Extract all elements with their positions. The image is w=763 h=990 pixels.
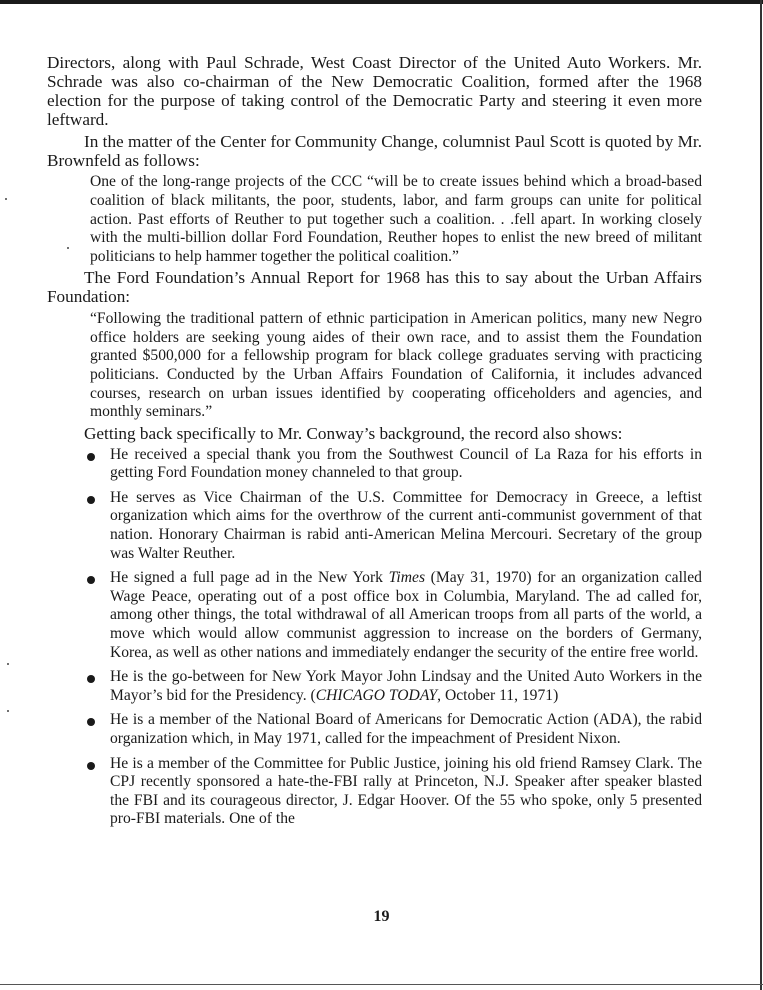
paragraph-ccc-intro: In the matter of the Center for Community Change, columnist Paul Scott is quoted by Mr. Brownfeld as follows: <box>47 131 702 170</box>
bullet-icon <box>87 718 95 726</box>
newspaper-title: Times <box>388 569 426 587</box>
bullet-icon <box>87 496 95 504</box>
right-page-edge <box>760 0 762 990</box>
bottom-border-rule <box>0 984 763 985</box>
scan-speck <box>5 198 7 200</box>
paragraph-ford-report: The Ford Foundation’s Annual Report for 1968 has this to say about the Urban Affairs Foundation: <box>47 268 702 307</box>
paragraph-continued: Directors, along with Paul Schrade, West Coast Director of the United Auto Workers. Mr. Schrade was also co-chairman of the New Democratic Coalition, formed after the 1968 election for the purpose of taking control of the Democratic Party and steering it even more leftward. <box>47 53 702 129</box>
bullet-icon <box>87 576 95 584</box>
paragraph-conway-background: Getting back specifically to Mr. Conway’s background, the record also shows: <box>84 423 623 443</box>
bullet-icon <box>87 453 95 461</box>
bullet-icon <box>87 762 95 770</box>
bullet-icon <box>87 675 95 683</box>
page-number: 19 <box>373 908 390 925</box>
list-item: He is the go-between for New York Mayor John Lindsay and the United Auto Workers in the Mayor’s bid for the Presidency. (CHICAGO TODAY, October 11, 1971) <box>47 668 702 705</box>
block-quote-ford-report: “Following the traditional pattern of ethnic participation in American politics, many new Negro office holders are seeking young aides of their own race, and to assist them the Foundation granted $500,000 for a fellowship program for black college graduates serving with practicing politicians. Conducted by the Urban Affairs Foundation of California, it includes advanced courses, research on urban issues identified by cooperating officeholders and agencies, and monthly seminars.” <box>90 310 702 421</box>
scan-speck <box>7 663 9 665</box>
list-item: He is a member of the Committee for Public Justice, joining his old friend Ramsey Clark. The CPJ recently sponsored a hate-the-FBI rally at Princeton, N.J. Speaker after speaker blasted the FBI and its courageous director, J. Edgar Hoover. Of the 55 who spoke, only 5 presented pro-FBI materials. One of the <box>47 755 702 829</box>
list-item: He serves as Vice Chairman of the U.S. Committee for Democracy in Greece, a leftist organization which aims for the overthrow of the current anti-communist government of that nation. Honorary Chairman is rabid anti-American Melina Mercouri. Secretary of the group was Walter Reuther. <box>47 489 702 563</box>
list-item: He is a member of the National Board of Americans for Democratic Action (ADA), the rabid organization which, in May 1971, called for the impeachment of President Nixon. <box>47 711 702 748</box>
list-item: He signed a full page ad in the New York Times (May 31, 1970) for an organization called Wage Peace, operating out of a post office box in Columbia, Maryland. The ad called for, among other things, the total withdrawal of all American troops from all parts of the world, a move which would allow communist aggression to increase on the borders of Germany, Korea, as well as other nations and immediately endanger the security of the entire free world. <box>47 569 702 662</box>
newspaper-title: CHICAGO TODAY <box>315 686 438 704</box>
list-item: He received a special thank you from the Southwest Council of La Raza for his efforts in getting Ford Foundation money channeled to that group. <box>47 446 702 483</box>
block-quote-paul-scott: One of the long-range projects of the CCC “will be to create issues behind which a broad-based coalition of black militants, the poor, students, labor, and farm groups can unite for political action. Past efforts of Reuther to put together such a coalition. . .fell apart. In working closely with the multi-billion dollar Ford Foundation, Reuther hopes to enlist the new breed of militant politicians to help hammer together the political coalition.” <box>90 173 702 265</box>
page-body <box>47 54 702 835</box>
conway-record-list <box>47 446 702 829</box>
scan-speck <box>7 710 9 712</box>
top-border-rule <box>0 0 763 4</box>
